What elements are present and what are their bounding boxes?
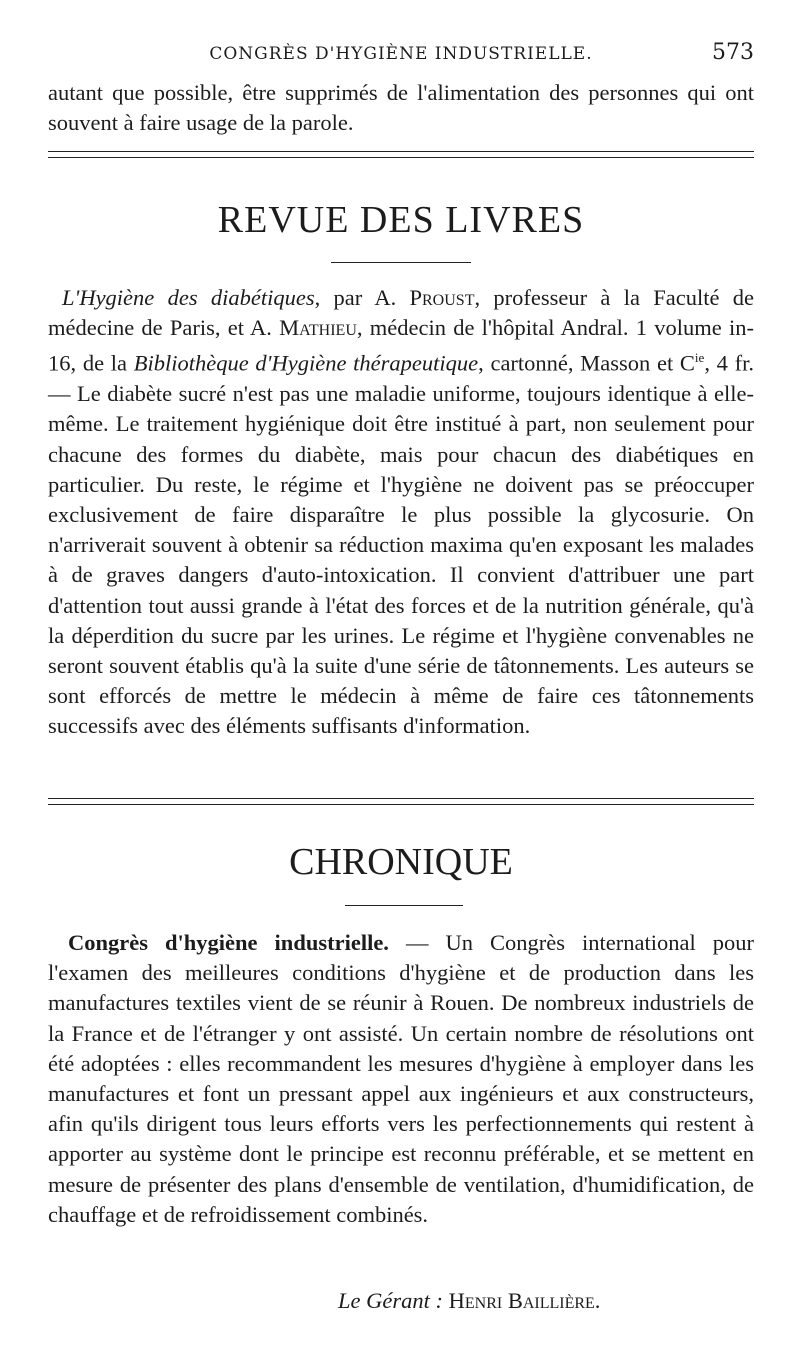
author-name-2: Mathieu: [279, 315, 357, 341]
running-title: CONGRÈS D'HYGIÈNE INDUSTRIELLE.: [209, 44, 593, 64]
signature-line: [338, 1288, 600, 1314]
review-text-1: , par A.: [314, 285, 410, 310]
document-page: [48, 0, 754, 1353]
running-header: [48, 40, 754, 70]
book-title: L'Hygiène des diabétiques: [62, 285, 315, 310]
review-text-3: , médecin de l'hôpital Andral. 1 volume in-16, de la: [48, 315, 754, 376]
chronicle-lead: Congrès d'hygiène industrielle.: [68, 930, 389, 955]
series-title: Bibliothèque d'Hygiène thérapeutique: [133, 350, 479, 376]
signature-name: Henri Baillière.: [448, 1288, 601, 1313]
title-underline: [345, 905, 463, 906]
section-divider: [48, 798, 754, 805]
review-text-2: , professeur à la Faculté de médecine de Paris, et A.: [48, 285, 754, 341]
review-text-4: , cartonné, Masson et C: [478, 350, 695, 376]
chronicle-paragraph: [48, 928, 754, 1230]
title-underline: [331, 262, 471, 263]
chronicle-section-title: CHRONIQUE: [289, 841, 513, 883]
company-superscript: ie: [694, 350, 705, 366]
review-section-title: REVUE DES LIVRES: [217, 199, 585, 241]
page-number: 573: [712, 40, 754, 65]
book-review-paragraph: [48, 283, 754, 742]
section-divider: [48, 151, 754, 158]
review-text-5: , 4 fr. — Le diabète sucré n'est pas une maladie uniforme, toujours identique à elle-même. Le traitement hygiénique doit être institué à part, non seulement pour chacune des formes du diabète, mais pour chacun des diabétiques en particulier. Du reste, le régime et l'hygiène ne doivent pas se préoccuper exclusivement de faire disparaître le plus possible la glycosurie. On n'arriverait souvent à obtenir sa réduction maxima qu'en exposant les malades à de graves dangers d'auto-intoxication. Il convient d'attribuer une part d'attention tout aussi grande à l'état des forces et de la nutrition générale, qu'à la déperdition du sucre par les urines. Le régime et l'hygiène convenables ne seront souvent établis qu'à la suite d'une série de tâtonnements. Les auteurs se sont efforcés de mettre le médecin à même de faire ces tâtonnements successifs avec des éléments suffisants d'information.: [48, 350, 754, 739]
signature-label: Le Gérant :: [338, 1288, 443, 1313]
chronicle-body: — Un Congrès international pour l'examen des meilleures conditions d'hygiène et de production dans les manufactures textiles vient de se réunir à Rouen. De nombreux industriels de la France et de l'étranger y ont assisté. Un certain nombre de résolutions ont été adoptées : elles recommandent les mesures d'hygiène à employer dans les manufactures et font un pressant appel aux ingénieurs et aux constructeurs, afin qu'ils dirigent tous leurs efforts vers les perfectionnements qui restent à apporter au système dont le principe est reconnu préférable, et se mettent en mesure de présenter des plans d'ensemble de ventilation, d'humidification, de chauffage et de refroidissement combinés.: [48, 930, 754, 1227]
continued-paragraph: autant que possible, être supprimés de l'alimentation des personnes qui ont souvent à faire usage de la parole.: [48, 80, 754, 136]
author-name-1: Proust: [409, 285, 475, 310]
